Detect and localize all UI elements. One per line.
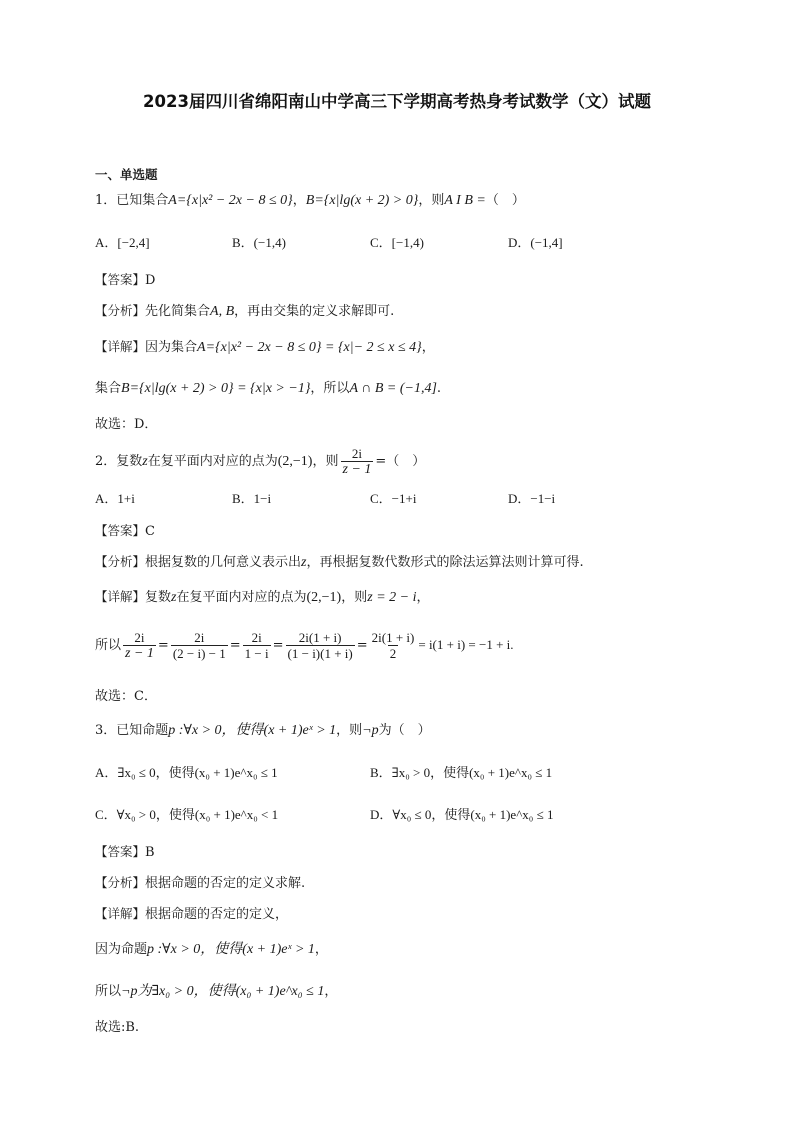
q1-detail2-pre: 集合 (95, 381, 122, 396)
q3-analysis-text: 根据命题的否定的定义求解. (145, 876, 306, 891)
q1-stem-pre: 1．已知集合 (95, 193, 169, 208)
q3-line1-post: ， (314, 942, 328, 957)
q2-detail-z: z (171, 590, 177, 605)
q3-stem-pre: 3．已知命题 (95, 723, 169, 738)
q2-point: (2,−1) (277, 454, 313, 469)
q2-frac-num: 2i (351, 446, 363, 461)
q1-detail (95, 338, 435, 357)
q1-stem-end: （ ） (485, 193, 525, 208)
q2-stem-mid: 在复平面内对应的点为 (147, 454, 278, 469)
q2-analysis (95, 553, 584, 572)
q1-detail2-math2: A ∩ B = (−1,4] (349, 381, 437, 396)
q2-calc-frac-4 (286, 630, 355, 661)
q2-f3d: 1 − i (244, 646, 269, 661)
q3-stem-mid: ，则 (336, 723, 363, 738)
q2-analysis-post: ，再根据复数代数形式的除法运算法则计算可得. (306, 555, 584, 570)
q2-conclusion: 故选：C． (95, 689, 157, 704)
q1-intersection: A I B = (444, 193, 486, 208)
q2-fraction (341, 446, 374, 477)
q3-line2-post: ， (324, 984, 338, 999)
q2-eq-4: = (356, 638, 368, 653)
q1-option-d: D．(−1,4] (508, 235, 563, 250)
analysis-label: 【分析】 (95, 875, 146, 890)
q2-detail-eq: z = 2 − i (367, 590, 417, 605)
q1-set-a: A={x|x² − 2x − 8 ≤ 0} (168, 193, 293, 208)
q3-line-2 (95, 983, 337, 1001)
q2-f5n: 2i(1 + i) (371, 630, 415, 645)
q3-line2-pre: 所以 (95, 984, 122, 999)
q1-detail-2 (95, 380, 441, 398)
q2-analysis-pre: 根据复数的几何意义表示出 (145, 555, 302, 570)
q2-calculation (95, 630, 514, 661)
q3-analysis (95, 874, 305, 893)
detail-label: 【详解】 (95, 906, 146, 921)
q1-analysis (95, 302, 394, 321)
q1-stem-post: ，则 (418, 193, 445, 208)
q1-detail2-math: B={x|lg(x + 2) > 0} = {x|x > −1} (121, 381, 311, 396)
q1-detail-pre: 因为集合 (145, 340, 198, 355)
q2-calc-frac-2 (171, 630, 228, 661)
question-2-stem (95, 446, 425, 477)
detail-label: 【详解】 (95, 589, 146, 604)
q2-calc-frac-3 (243, 630, 271, 661)
q2-answer-value: C (145, 524, 155, 539)
q3-line2-math: ¬p为∃x₀ > 0，使得(x₀ + 1)e^x₀ ≤ 1 (121, 984, 325, 999)
q2-f1d: z − 1 (125, 646, 154, 661)
q3-detail (95, 905, 288, 924)
q2-calc-pre: 所以 (95, 638, 122, 653)
q2-z: z (142, 454, 148, 469)
q2-f2n: 2i (194, 630, 205, 645)
q3-line1-pre: 因为命题 (95, 942, 148, 957)
q3-option-b: B．∃x₀ > 0，使得(x₀ + 1)e^x₀ ≤ 1 (370, 765, 553, 780)
q2-detail (95, 588, 430, 607)
q2-option-c: C．−1+i (370, 491, 417, 506)
q1-detail-math: A={x|x² − 2x − 8 ≤ 0} = {x|− 2 ≤ x ≤ 4} (197, 340, 422, 355)
q1-analysis-math: A, B (210, 304, 235, 319)
q3-detail-text: 根据命题的否定的定义， (145, 907, 289, 922)
q2-eq-2: = (229, 638, 241, 653)
section-heading: 一、单选题 (95, 167, 158, 182)
q2-detail-mid2: ，则 (341, 590, 368, 605)
q2-option-b: B．1−i (232, 491, 272, 506)
q1-option-c: C．[−1,4) (370, 235, 424, 250)
q1-option-b: B．(−1,4) (232, 235, 286, 250)
q1-detail-post: ， (421, 340, 435, 355)
q2-f2d: (2 − i) − 1 (172, 646, 226, 661)
q1-answer (95, 271, 155, 290)
q2-f1n: 2i (134, 630, 145, 645)
answer-label: 【答案】 (95, 523, 146, 538)
q2-calc-frac-5 (370, 630, 417, 661)
q1-analysis-post: ，再由交集的定义求解即可. (234, 304, 395, 319)
q2-detail-mid: 在复平面内对应的点为 (176, 590, 307, 605)
q2-stem-pre: 2．复数 (95, 454, 143, 469)
page-title: 2023届四川省绵阳南山中学高三下学期高考热身考试数学（文）试题 (143, 92, 651, 111)
q1-stem-mid: ， (292, 193, 306, 208)
q2-calc-end: = i(1 + i) = −1 + i. (418, 637, 514, 652)
q3-proposition: p :∀x > 0，使得(x + 1)eˣ > 1 (168, 723, 337, 738)
q2-detail-pre: 复数 (145, 590, 172, 605)
q2-stem-post: ，则 (312, 454, 339, 469)
q1-option-a: A．[−2,4] (95, 235, 150, 250)
q3-stem-end: 为（ ） (378, 723, 431, 738)
analysis-label: 【分析】 (95, 303, 146, 318)
q1-conclusion: 故选：D． (95, 417, 158, 432)
detail-label: 【详解】 (95, 339, 146, 354)
q2-answer (95, 522, 155, 541)
q2-calc-frac-1 (123, 630, 156, 661)
q2-f4n: 2i(1 + i) (298, 630, 342, 645)
q2-option-a: A．1+i (95, 491, 135, 506)
q2-analysis-z: z (301, 555, 307, 570)
q3-line1-math: p :∀x > 0，使得(x + 1)eˣ > 1 (147, 942, 315, 957)
answer-label: 【答案】 (95, 272, 146, 287)
q1-analysis-pre: 先化简集合 (145, 304, 211, 319)
answer-label: 【答案】 (95, 844, 146, 859)
q3-option-c: C．∀x₀ > 0，使得(x₀ + 1)e^x₀ < 1 (95, 807, 279, 822)
q1-answer-value: D (145, 273, 156, 288)
q2-detail-post: ， (416, 590, 430, 605)
analysis-label: 【分析】 (95, 554, 146, 569)
q3-option-d: D．∀x₀ ≤ 0，使得(x₀ + 1)e^x₀ ≤ 1 (370, 807, 554, 822)
q3-option-a: A．∃x₀ ≤ 0，使得(x₀ + 1)e^x₀ ≤ 1 (95, 765, 278, 780)
q2-f4d: (1 − i)(1 + i) (287, 646, 353, 661)
q3-answer (95, 843, 155, 862)
q2-option-d: D．−1−i (508, 491, 556, 506)
q1-detail2-mid: ，所以 (310, 381, 350, 396)
q2-eq-1: = (157, 638, 169, 653)
q3-conclusion: 故选:B. (95, 1020, 140, 1035)
q3-answer-value: B (145, 845, 155, 860)
q2-eq-3: = (272, 638, 284, 653)
question-1-stem (95, 192, 525, 210)
q1-set-b: B={x|lg(x + 2) > 0} (305, 193, 419, 208)
question-3-stem (95, 722, 431, 740)
q3-negp: ¬p (362, 723, 379, 738)
q2-f3n: 2i (251, 630, 262, 645)
q2-detail-point: (2,−1) (306, 590, 342, 605)
q2-frac-den: z − 1 (342, 462, 372, 477)
q1-detail2-post: . (436, 381, 442, 396)
q2-f5d: 2 (389, 646, 397, 661)
q3-line-1 (95, 941, 328, 959)
q2-stem-end: =（ ） (375, 454, 426, 469)
